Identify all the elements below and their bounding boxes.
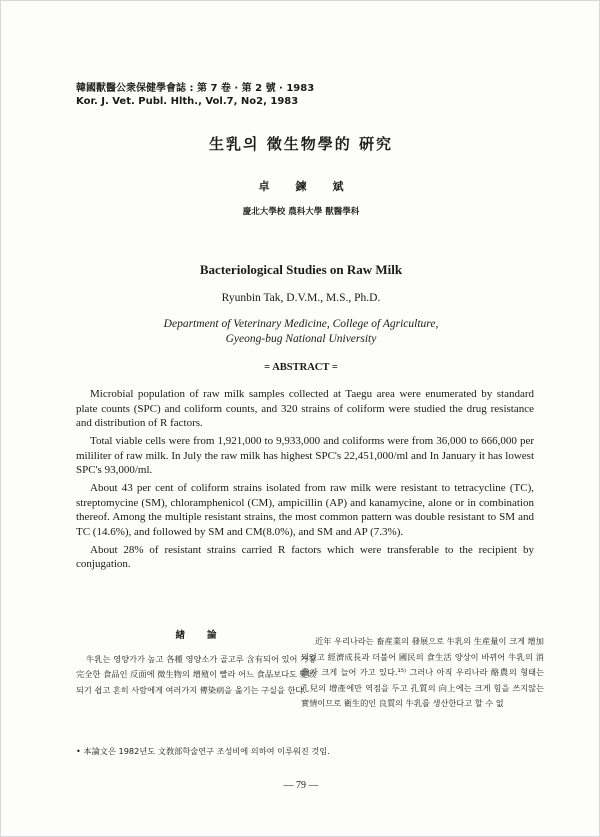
author-name-korean: 卓鍊斌 (258, 180, 370, 193)
page-number: — 79 — (283, 780, 319, 791)
intro-left-column (76, 628, 316, 698)
intro-right-column (301, 634, 544, 712)
author-name-english: Ryunbin Tak, D.V.M., M.S., Ph.D. (221, 292, 381, 304)
affiliation-korean: 慶北大學校 農科大學 獸醫學科 (242, 207, 360, 217)
abstract-paragraph: Microbial population of raw milk samples collected at Taegu area were enumerated by standard plate counts (SPC) and coliform counts, and 320 strains of coliform were studied the drug resistance and distribution of R factors. (76, 388, 534, 430)
journal-citation-english: Kor. J. Vet. Publ. Hlth., Vol.7, No2, 1983 (76, 96, 299, 107)
affiliation-english-line2: Gyeong-bug National University (225, 333, 377, 345)
funding-footnote: • 本論文은 1982년도 文敎部학술연구 조성비에 의하여 이루워진 것임. (76, 746, 330, 756)
intro-paragraph-right: 近年 우리나라는 畜産業의 發展으로 牛乳의 生産量이 크게 增加되었고 經濟成長과 더불어 國民의 食生活 양상이 바뀌어 牛乳의 消費가 크게 늘어 가고 있다.¹⁵⁾ 그러나 아직 우리나라 酪農의 형태는 孔兒의 增產에만 역점을 두고 孔質의 向上에는 크게 힘을 쓰지않는 實情이므로 衛生的인 良質의 牛乳를 생산한다고 할 수 없 (301, 636, 544, 708)
abstract-paragraph: Total viable cells were from 1,921,000 to 9,933,000 and coliforms were from 36,000 to 666,000 per mililiter of raw milk. In July the raw milk has highest SPC's 22,451,000/ml and In January it has lowest SPC's 93,000/ml. (76, 434, 534, 477)
affiliation-english-line1: Department of Veterinary Medicine, College of Agriculture, (163, 318, 439, 330)
paper-title-english: Bacteriological Studies on Raw Milk (199, 262, 403, 277)
intro-heading: 緖論 (175, 630, 239, 641)
paper-title-korean: 生乳의 徵生物學的 硏究 (209, 135, 393, 153)
abstract-paragraph: About 28% of resistant strains carried R factors which were transferable to the recipient by conjugation. (76, 543, 534, 571)
journal-header (76, 82, 314, 108)
abstract-heading: = ABSTRACT = (264, 362, 338, 373)
intro-paragraph-left: 牛乳는 영양가가 높고 各種 영양소가 골고루 含有되어 있어 가장 完全한 食品인 反面에 微生物의 增殖이 빨라 어느 食品보다도 變敗되기 쉽고 혼히 사람에게 여러가지 傳染病을 옮기는 구실을 한다. (76, 653, 316, 695)
journal-citation-korean: 韓國獸醫公衆保健學會誌 : 第 7 卷 · 第 2 號 · 1983 (76, 83, 315, 94)
abstract-paragraph: About 43 per cent of coliform strains isolated from raw milk were resistant to tetracycline (TC), streptomycine (SM), chloramphenicol (CM), ampicillin (AP) and kanamycine, alone or in combination thereof. Among the multiple resistant strains, the most common pattern was double resistant to SM and TC (14.6%), and followed by SM and CM(8.0%), and SM and AP (7.3%). (76, 481, 534, 538)
abstract-body (76, 387, 534, 575)
affiliation-english (1, 317, 600, 347)
